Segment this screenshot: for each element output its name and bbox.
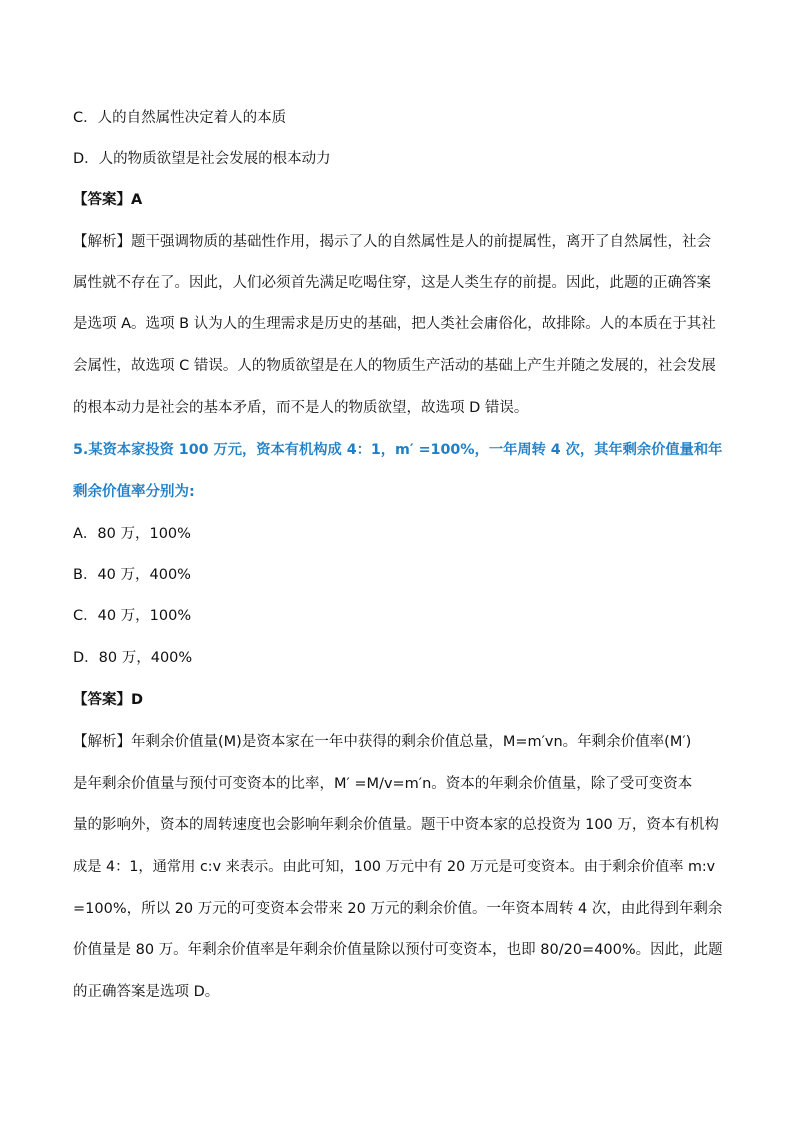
q4-analysis-line: 【解析】题干强调物质的基础性作用，揭示了人的自然属性是人的前提属性，离开了自然属性，社会 (73, 234, 711, 250)
q5-question-line: 5.某资本家投资 100 万元，资本有机构成 4：1，m′ =100%，一年周转 4 次，其年剩余价值量和年 (73, 442, 723, 458)
q5-option-d: D．80 万，400% (73, 650, 193, 666)
q5-analysis-line: 量的影响外，资本的周转速度也会影响年剩余价值量。题干中资本家的总投资为 100 万，资本有机构 (73, 817, 719, 833)
q5-option-b: B．40 万，400% (73, 567, 191, 583)
q5-analysis-line: 价值量是 80 万。年剩余价值率是年剩余价值量除以预付可变资本，也即 80/20=400%。因此，此题 (73, 942, 723, 958)
q5-analysis-line: 【解析】年剩余价值量(M)是资本家在一年中获得的剩余价值总量，M=m′vn。年剩余价值率(M′) (73, 734, 692, 750)
q4-answer: 【答案】A (73, 192, 143, 208)
q4-analysis-line: 会属性，故选项 C 错误。人的物质欲望是在人的物质生产活动的基础上产生并随之发展的，社会发展 (73, 358, 716, 374)
q5-analysis-line: 的正确答案是选项 D。 (73, 984, 220, 1000)
q4-analysis-line: 是选项 A。选项 B 认为人的生理需求是历史的基础，把人类社会庸俗化，故排除。人的本质在于其社 (73, 316, 716, 332)
q5-option-c: C．40 万，100% (73, 608, 192, 624)
q5-answer: 【答案】D (73, 692, 144, 708)
q4-option-d: D．人的物质欲望是社会发展的根本动力 (73, 151, 331, 167)
q5-question-line: 剩余价值率分别为: (73, 484, 195, 500)
q5-option-a: A．80 万，100% (73, 526, 191, 542)
q5-analysis-line: 是年剩余价值量与预付可变资本的比率，M′ =M/v=m′n。资本的年剩余价值量，除了受可变资本 (73, 776, 693, 792)
q4-analysis-line: 属性就不存在了。因此，人们必须首先满足吃喝住穿，这是人类生存的前提。因此，此题的正确答案 (73, 275, 711, 291)
q5-analysis-line: 成是 4：1，通常用 c:v 来表示。由此可知，100 万元中有 20 万元是可变资本。由于剩余价值率 m:v (73, 859, 716, 875)
q4-analysis-line: 的根本动力是社会的基本矛盾，而不是人的物质欲望，故选项 D 错误。 (73, 400, 529, 416)
q5-analysis-line: =100%，所以 20 万元的可变资本会带来 20 万元的剩余价值。一年资本周转 4 次，由此得到年剩余 (73, 901, 723, 917)
q4-option-c: C．人的自然属性决定着人的本质 (73, 110, 287, 126)
